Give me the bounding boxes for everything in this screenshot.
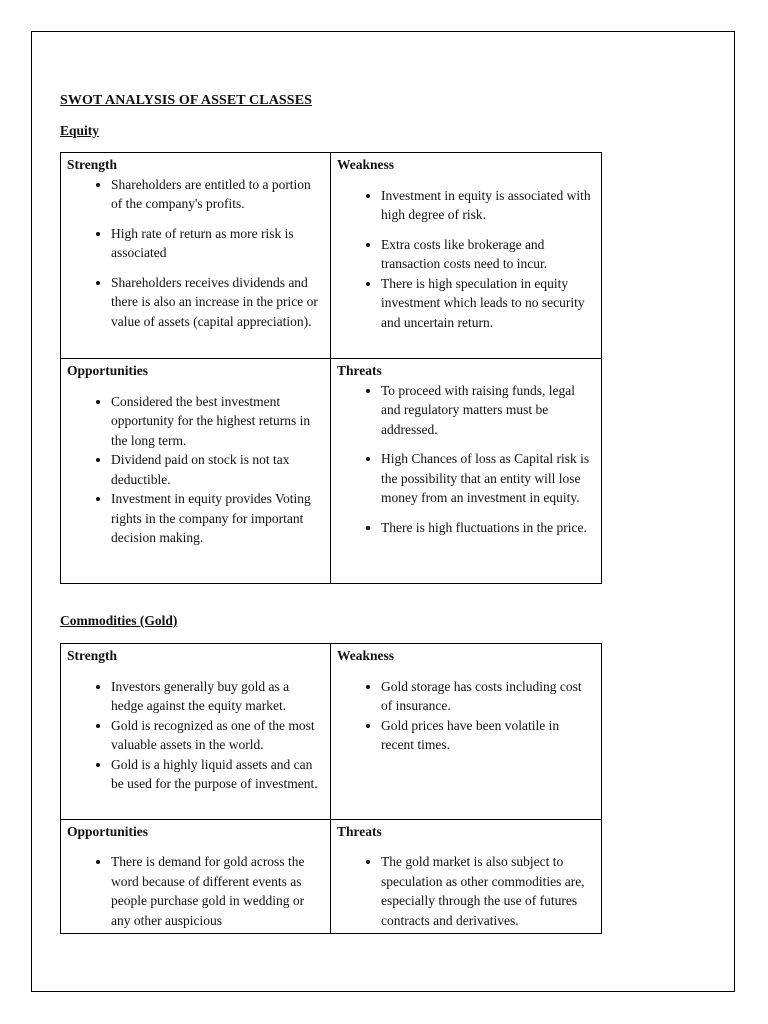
gold-weakness-cell (331, 644, 602, 820)
gold-opportunities-list (67, 852, 324, 929)
equity-weakness-list (337, 186, 595, 333)
list-item: • Shareholders receives dividends and there is also an increase in the price or value of assets (capital appreciation). (111, 273, 324, 332)
gold-strength-cell (61, 644, 331, 820)
equity-threats-label: Threats (337, 363, 382, 378)
equity-swot-table (60, 152, 602, 584)
equity-threats-list (337, 381, 595, 538)
list-item: • The gold market is also subject to speculation as other commodities are, especially through the use of futures contracts and derivatives. (381, 852, 595, 929)
equity-opportunities-list (67, 392, 324, 548)
list-item: • To proceed with raising funds, legal and regulatory matters must be addressed. (381, 381, 595, 440)
list-item: • Dividend paid on stock is not tax deductible. (111, 450, 324, 489)
gold-threats-list (337, 852, 595, 929)
equity-threats-cell (331, 359, 602, 584)
equity-strength-cell (61, 153, 331, 359)
equity-weakness-cell (331, 153, 602, 359)
gold-weakness-list (337, 677, 595, 755)
list-item: • Gold prices have been volatile in recent times. (381, 716, 595, 755)
equity-strength-list (67, 175, 324, 332)
list-item: • There is high speculation in equity investment which leads to no security and uncertain return. (381, 274, 595, 333)
equity-opportunities-cell (61, 359, 331, 584)
list-item: • Gold is a highly liquid assets and can be used for the purpose of investment. (111, 755, 324, 794)
list-item: • Shareholders are entitled to a portion of the company's profits. (111, 175, 324, 214)
equity-heading: Equity (60, 123, 100, 138)
list-item: • There is high fluctuations in the price. (381, 518, 595, 538)
gold-threats-label: Threats (337, 823, 382, 839)
gold-weakness-label: Weakness (337, 648, 395, 663)
list-item: • Considered the best investment opportunity for the highest returns in the long term. (111, 392, 324, 451)
list-item: • High Chances of loss as Capital risk is the possibility that an entity will lose money from an investment in equity. (381, 449, 595, 508)
gold-heading: Commodities (Gold) (60, 613, 178, 628)
equity-strength-label: Strength (67, 157, 118, 172)
list-item: • High rate of return as more risk is associated (111, 224, 324, 263)
list-item: • There is demand for gold across the word because of different events as people purchase gold in wedding or any other auspicious (111, 852, 324, 929)
list-item: • Extra costs like brokerage and transaction costs need to incur. (381, 235, 595, 274)
gold-swot-table (60, 643, 602, 934)
gold-strength-label: Strength (67, 648, 118, 663)
list-item: • Investment in equity provides Voting rights in the company for important decision making. (111, 489, 324, 548)
gold-opportunities-cell (61, 819, 331, 934)
list-item: • Gold storage has costs including cost of insurance. (381, 677, 595, 716)
document-title: SWOT ANALYSIS OF ASSET CLASSES (60, 93, 313, 108)
list-item: • Investment in equity is associated with high degree of risk. (381, 186, 595, 225)
gold-threats-cell (331, 819, 602, 934)
list-item: • Gold is recognized as one of the most valuable assets in the world. (111, 716, 324, 755)
equity-weakness-label: Weakness (337, 157, 395, 172)
gold-opportunities-label: Opportunities (67, 823, 149, 839)
equity-opportunities-label: Opportunities (67, 363, 149, 378)
gold-strength-list (67, 677, 324, 794)
list-item: • Investors generally buy gold as a hedge against the equity market. (111, 677, 324, 716)
